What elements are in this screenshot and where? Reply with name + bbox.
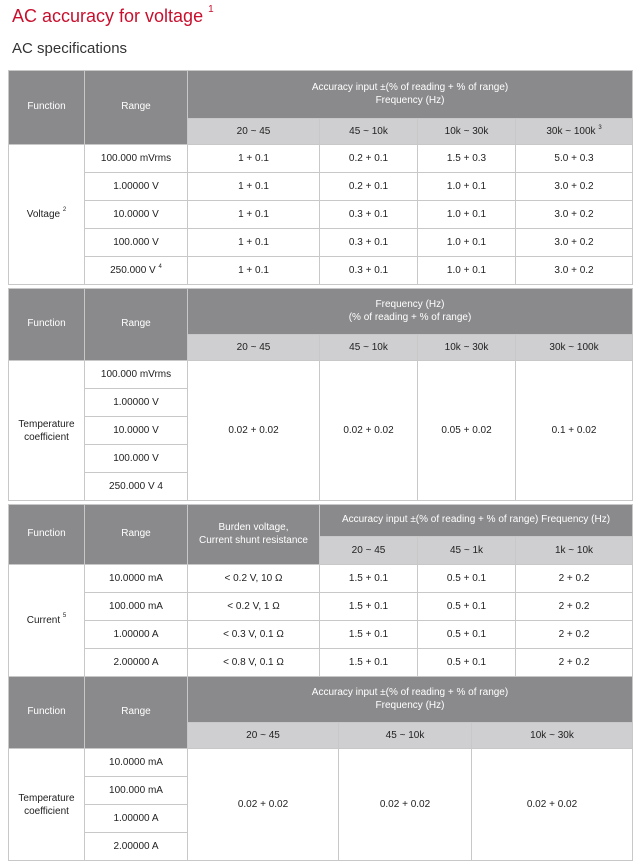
burden-cell: < 0.2 V, 10 Ω: [188, 565, 320, 593]
range-cell: 100.000 mA: [85, 593, 188, 621]
value-cell: 1.0 + 0.1: [418, 173, 516, 201]
function-cell: Voltage $^2$: [9, 145, 85, 285]
value-cell: 3.0 + 0.2: [516, 173, 633, 201]
title-footnote: 1: [208, 4, 214, 15]
value-cell: 3.0 + 0.2: [516, 229, 633, 257]
col-header: 10k ~ 30k: [472, 723, 633, 749]
value-cell: 1.0 + 0.1: [418, 201, 516, 229]
col-header: 20 ~ 45: [320, 537, 418, 565]
range-cell: 100.000 mA: [85, 777, 188, 805]
value-cell: 0.02 + 0.02: [188, 361, 320, 501]
value-cell: 0.3 + 0.1: [320, 229, 418, 257]
footnote-marker: 5: [62, 613, 67, 619]
range-cell: 10.0000 mA: [85, 565, 188, 593]
value-cell: 1.5 + 0.1: [320, 621, 418, 649]
value-cell: 1.5 + 0.1: [320, 565, 418, 593]
col-header: 45 ~ 10k: [339, 723, 472, 749]
col-header: 20 ~ 45: [188, 723, 339, 749]
value-cell: 0.2 + 0.1: [320, 145, 418, 173]
function-cell: Temperature coefficient: [9, 749, 85, 861]
header-range: Range: [85, 505, 188, 565]
range-cell: 2.00000 A: [85, 649, 188, 677]
value-cell: 1.5 + 0.1: [320, 593, 418, 621]
value-cell: 0.3 + 0.1: [320, 201, 418, 229]
col-header: 1k ~ 10k: [516, 537, 633, 565]
col-header: 30k ~ 100k $^3$: [516, 119, 633, 145]
section-subtitle: AC specifications: [12, 40, 128, 57]
col-header: 45 ~ 10k: [320, 119, 418, 145]
range-cell: 10.0000 mA: [85, 749, 188, 777]
header-range: Range: [85, 71, 188, 145]
value-cell: 1.0 + 0.1: [418, 257, 516, 285]
value-cell: 1 + 0.1: [188, 173, 320, 201]
header-range: Range: [85, 677, 188, 749]
value-cell: 0.02 + 0.02: [320, 361, 418, 501]
range-cell: 2.00000 A: [85, 833, 188, 861]
footnote-marker: 4: [158, 264, 162, 270]
value-cell: 2 + 0.2: [516, 565, 633, 593]
footnote-marker: 2: [62, 207, 67, 213]
function-cell: Current $^5$: [9, 565, 85, 677]
range-cell: 250.000 V 4: [85, 473, 188, 501]
header-accuracy-label: Accuracy input ±(% of reading + % of range): [311, 82, 509, 93]
value-cell: 0.3 + 0.1: [320, 257, 418, 285]
value-cell: 0.02 + 0.02: [472, 749, 633, 861]
header-function: Function: [9, 505, 85, 565]
col-header: 20 ~ 45: [188, 335, 320, 361]
value-cell: 0.2 + 0.1: [320, 173, 418, 201]
range-cell: 1.00000 V: [85, 173, 188, 201]
value-cell: 0.5 + 0.1: [418, 649, 516, 677]
range-cell: 1.00000 A: [85, 805, 188, 833]
col-header: 20 ~ 45: [188, 119, 320, 145]
header-percent-label: (% of reading + % of range): [348, 311, 472, 323]
range-cell: 1.00000 A: [85, 621, 188, 649]
range-cell: 250.000 V $^4$: [85, 257, 188, 285]
range-cell: 100.000 mVrms: [85, 145, 188, 173]
header-range: Range: [85, 289, 188, 361]
voltage-accuracy-table: [8, 70, 633, 285]
value-cell: 0.5 + 0.1: [418, 593, 516, 621]
page-title: AC accuracy for voltage $^1$: [12, 4, 214, 26]
value-cell: 0.05 + 0.02: [418, 361, 516, 501]
header-function: Function: [9, 677, 85, 749]
header-accuracy-label: Accuracy input ±(% of reading + % of range): [311, 687, 509, 698]
col-header: 10k ~ 30k: [418, 335, 516, 361]
value-cell: 1 + 0.1: [188, 201, 320, 229]
header-frequency: [188, 289, 633, 335]
footnote-marker: 3: [598, 125, 602, 131]
value-cell: 2 + 0.2: [516, 593, 633, 621]
value-cell: 0.02 + 0.02: [188, 749, 339, 861]
range-cell: 10.0000 V: [85, 201, 188, 229]
header-frequency-label: Frequency (Hz): [375, 94, 445, 106]
header-function: Function: [9, 289, 85, 361]
burden-cell: < 0.2 V, 1 Ω: [188, 593, 320, 621]
range-cell: 10.0000 V: [85, 417, 188, 445]
value-cell: 5.0 + 0.3: [516, 145, 633, 173]
header-accuracy: [188, 677, 633, 723]
header-burden: Burden voltage, Current shunt resistance: [188, 505, 320, 565]
value-cell: 0.1 + 0.02: [516, 361, 633, 501]
value-cell: 2 + 0.2: [516, 621, 633, 649]
range-cell: 100.000 V: [85, 229, 188, 257]
range-cell: 100.000 V: [85, 445, 188, 473]
header-accuracy: [188, 71, 633, 119]
value-cell: 0.02 + 0.02: [339, 749, 472, 861]
value-cell: 1.5 + 0.1: [320, 649, 418, 677]
col-header: 45 ~ 10k: [320, 335, 418, 361]
value-cell: 1 + 0.1: [188, 257, 320, 285]
current-accuracy-table: [8, 504, 633, 677]
current-tempco-table: [8, 676, 633, 861]
value-cell: 1.5 + 0.3: [418, 145, 516, 173]
value-cell: 1 + 0.1: [188, 229, 320, 257]
value-cell: 3.0 + 0.2: [516, 201, 633, 229]
value-cell: 2 + 0.2: [516, 649, 633, 677]
header-frequency-label: Frequency (Hz): [375, 699, 445, 711]
col-header: 45 ~ 1k: [418, 537, 516, 565]
header-function: Function: [9, 71, 85, 145]
range-cell: 100.000 mVrms: [85, 361, 188, 389]
value-cell: 1 + 0.1: [188, 145, 320, 173]
voltage-tempco-table: [8, 288, 633, 501]
header-frequency-label: Frequency (Hz): [375, 299, 445, 310]
header-accuracy: Accuracy input ±(% of reading + % of range) Frequency (Hz): [320, 505, 633, 537]
col-header: 10k ~ 30k: [418, 119, 516, 145]
function-cell: Temperature coefficient: [9, 361, 85, 501]
range-cell: 1.00000 V: [85, 389, 188, 417]
burden-cell: < 0.8 V, 0.1 Ω: [188, 649, 320, 677]
value-cell: 3.0 + 0.2: [516, 257, 633, 285]
col-header: 30k ~ 100k: [516, 335, 633, 361]
burden-cell: < 0.3 V, 0.1 Ω: [188, 621, 320, 649]
value-cell: 0.5 + 0.1: [418, 621, 516, 649]
value-cell: 0.5 + 0.1: [418, 565, 516, 593]
value-cell: 1.0 + 0.1: [418, 229, 516, 257]
